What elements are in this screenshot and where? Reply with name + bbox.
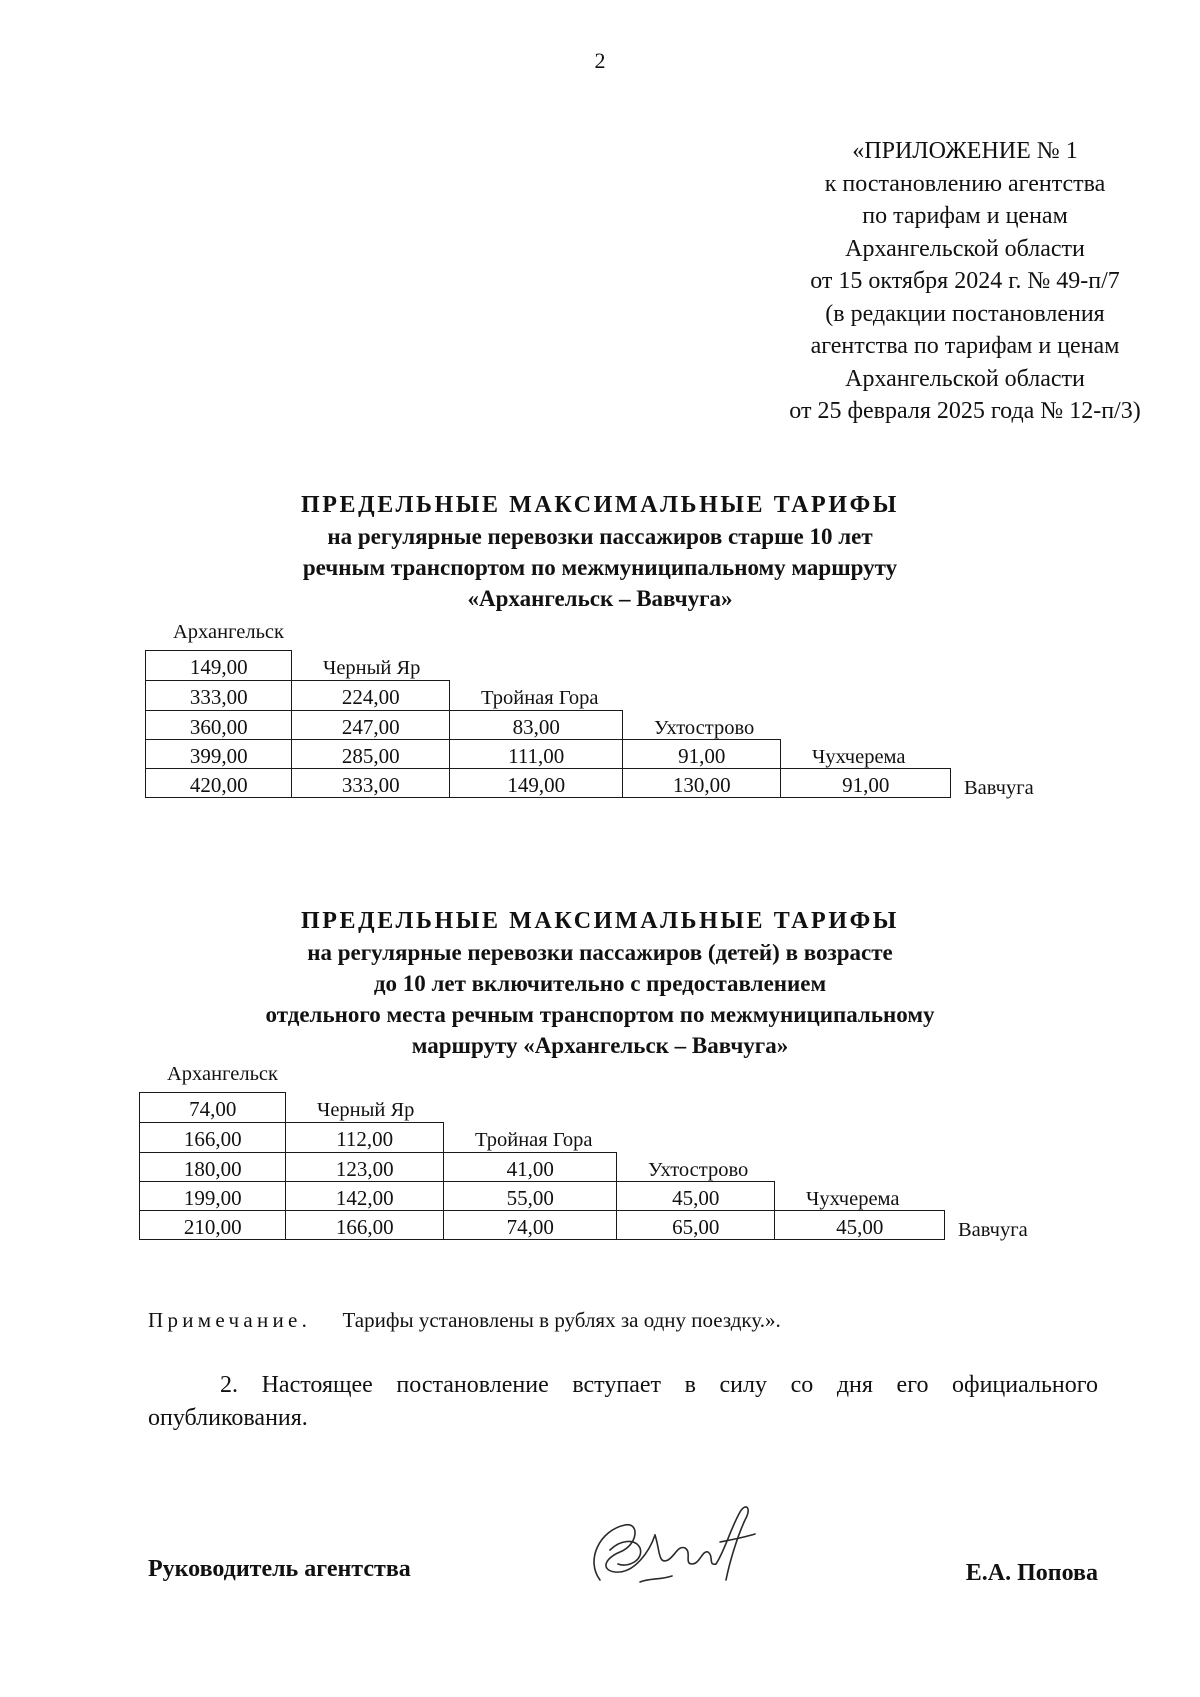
signature-block — [148, 1530, 1098, 1620]
appendix-line: Архангельской области — [845, 235, 1085, 262]
tariff-cell: 199,00 — [139, 1181, 286, 1211]
stop-label-vavchuga: Вавчуга — [964, 777, 1034, 799]
tariff-cell: 166,00 — [285, 1210, 444, 1240]
tariff-cell: 74,00 — [443, 1210, 617, 1240]
tariff-cell: 83,00 — [449, 710, 623, 740]
tariff-cell: 166,00 — [139, 1122, 286, 1153]
section-title: ПРЕДЕЛЬНЫЕ МАКСИМАЛЬНЫЕ ТАРИФЫ — [301, 908, 899, 934]
note-label: Примечание. — [148, 1308, 312, 1332]
children-tariff-heading — [0, 906, 1200, 1061]
stop-label-ukhtostrovo: Ухтострово — [654, 717, 755, 739]
tariff-cell: 91,00 — [780, 768, 951, 798]
appendix-line: агентства по тарифам и ценам — [810, 333, 1120, 359]
tariff-cell: 333,00 — [145, 680, 292, 711]
clause-paragraph — [148, 1369, 1098, 1435]
tariff-cell: 74,00 — [139, 1092, 286, 1123]
tariff-cell: 123,00 — [285, 1152, 444, 1182]
note — [148, 1308, 781, 1333]
section-subtitle-line: речным транспортом по межмуниципальному маршруту — [302, 555, 898, 580]
tariff-cell: 112,00 — [285, 1122, 444, 1153]
section-subtitle-line: до 10 лет включительно с предоставлением — [373, 971, 827, 996]
tariff-cell: 333,00 — [291, 768, 450, 798]
note-text: Тарифы установлены в рублях за одну поездку.». — [342, 1308, 781, 1332]
section-subtitle-line: на регулярные перевозки пассажиров старше 10 лет — [327, 524, 873, 549]
stop-label-arkhangelsk: Архангельск — [173, 621, 284, 643]
section-subtitle-line: отдельного места речным транспортом по межмуниципальному — [265, 1002, 935, 1027]
tariff-cell: 111,00 — [449, 739, 623, 769]
section-subtitle-line: маршруту «Архангельск – Вавчуга» — [411, 1033, 789, 1058]
appendix-line: (в редакции постановления — [825, 300, 1105, 327]
tariff-cell: 149,00 — [449, 768, 623, 798]
signatory-title: Руководитель агентства — [148, 1556, 411, 1582]
handwritten-signature — [580, 1490, 770, 1600]
tariff-cell: 149,00 — [145, 650, 292, 681]
section-subtitle-line: «Архангельск – Вавчуга» — [467, 586, 733, 611]
tariff-cell: 65,00 — [616, 1210, 775, 1240]
stop-label-cherny-yar: Черный Яр — [323, 657, 421, 679]
tariff-cell: 224,00 — [291, 680, 450, 711]
appendix-line: к постановлению агентства — [824, 170, 1106, 197]
appendix-line: от 15 октября 2024 г. № 49-п/7 — [810, 268, 1120, 294]
tariff-cell: 399,00 — [145, 739, 292, 769]
stop-label-troynaya-gora: Тройная Гора — [475, 1129, 593, 1151]
tariff-cell: 41,00 — [443, 1152, 617, 1182]
appendix-line: по тарифам и ценам — [862, 203, 1068, 229]
appendix-line: от 25 февраля 2025 года № 12-п/3) — [789, 398, 1141, 424]
page-number: 2 — [594, 48, 606, 73]
adults-tariff-heading — [0, 490, 1200, 614]
tariff-cell: 91,00 — [622, 739, 781, 769]
stop-label-cherny-yar: Черный Яр — [317, 1099, 415, 1121]
tariff-cell: 55,00 — [443, 1181, 617, 1211]
tariff-cell: 247,00 — [291, 710, 450, 740]
stop-label-vavchuga: Вавчуга — [958, 1219, 1028, 1241]
stop-label-arkhangelsk: Архангельск — [167, 1063, 278, 1085]
stop-label-chukhcherema: Чухчерема — [812, 746, 906, 768]
tariff-cell: 210,00 — [139, 1210, 286, 1240]
tariff-cell: 420,00 — [145, 768, 292, 798]
tariff-cell: 45,00 — [774, 1210, 945, 1240]
appendix-header — [680, 135, 1200, 428]
tariff-cell: 285,00 — [291, 739, 450, 769]
section-subtitle-line: на регулярные перевозки пассажиров (детей) в возрасте — [307, 940, 893, 965]
stop-label-chukhcherema: Чухчерема — [806, 1188, 900, 1210]
stop-label-ukhtostrovo: Ухтострово — [648, 1159, 749, 1181]
tariff-cell: 180,00 — [139, 1152, 286, 1182]
tariff-cell: 142,00 — [285, 1181, 444, 1211]
clause-text: 2. Настоящее постановление вступает в силу со дня его официального опубликования. — [148, 1372, 1098, 1431]
tariff-cell: 360,00 — [145, 710, 292, 740]
section-title: ПРЕДЕЛЬНЫЕ МАКСИМАЛЬНЫЕ ТАРИФЫ — [301, 492, 899, 518]
tariff-cell: 130,00 — [622, 768, 781, 798]
appendix-line: «ПРИЛОЖЕНИЕ № 1 — [852, 138, 1078, 164]
stop-label-troynaya-gora: Тройная Гора — [481, 687, 599, 709]
appendix-line: Архангельской области — [845, 365, 1085, 392]
signatory-name: Е.А. Попова — [965, 1560, 1098, 1586]
tariff-cell: 45,00 — [616, 1181, 775, 1211]
